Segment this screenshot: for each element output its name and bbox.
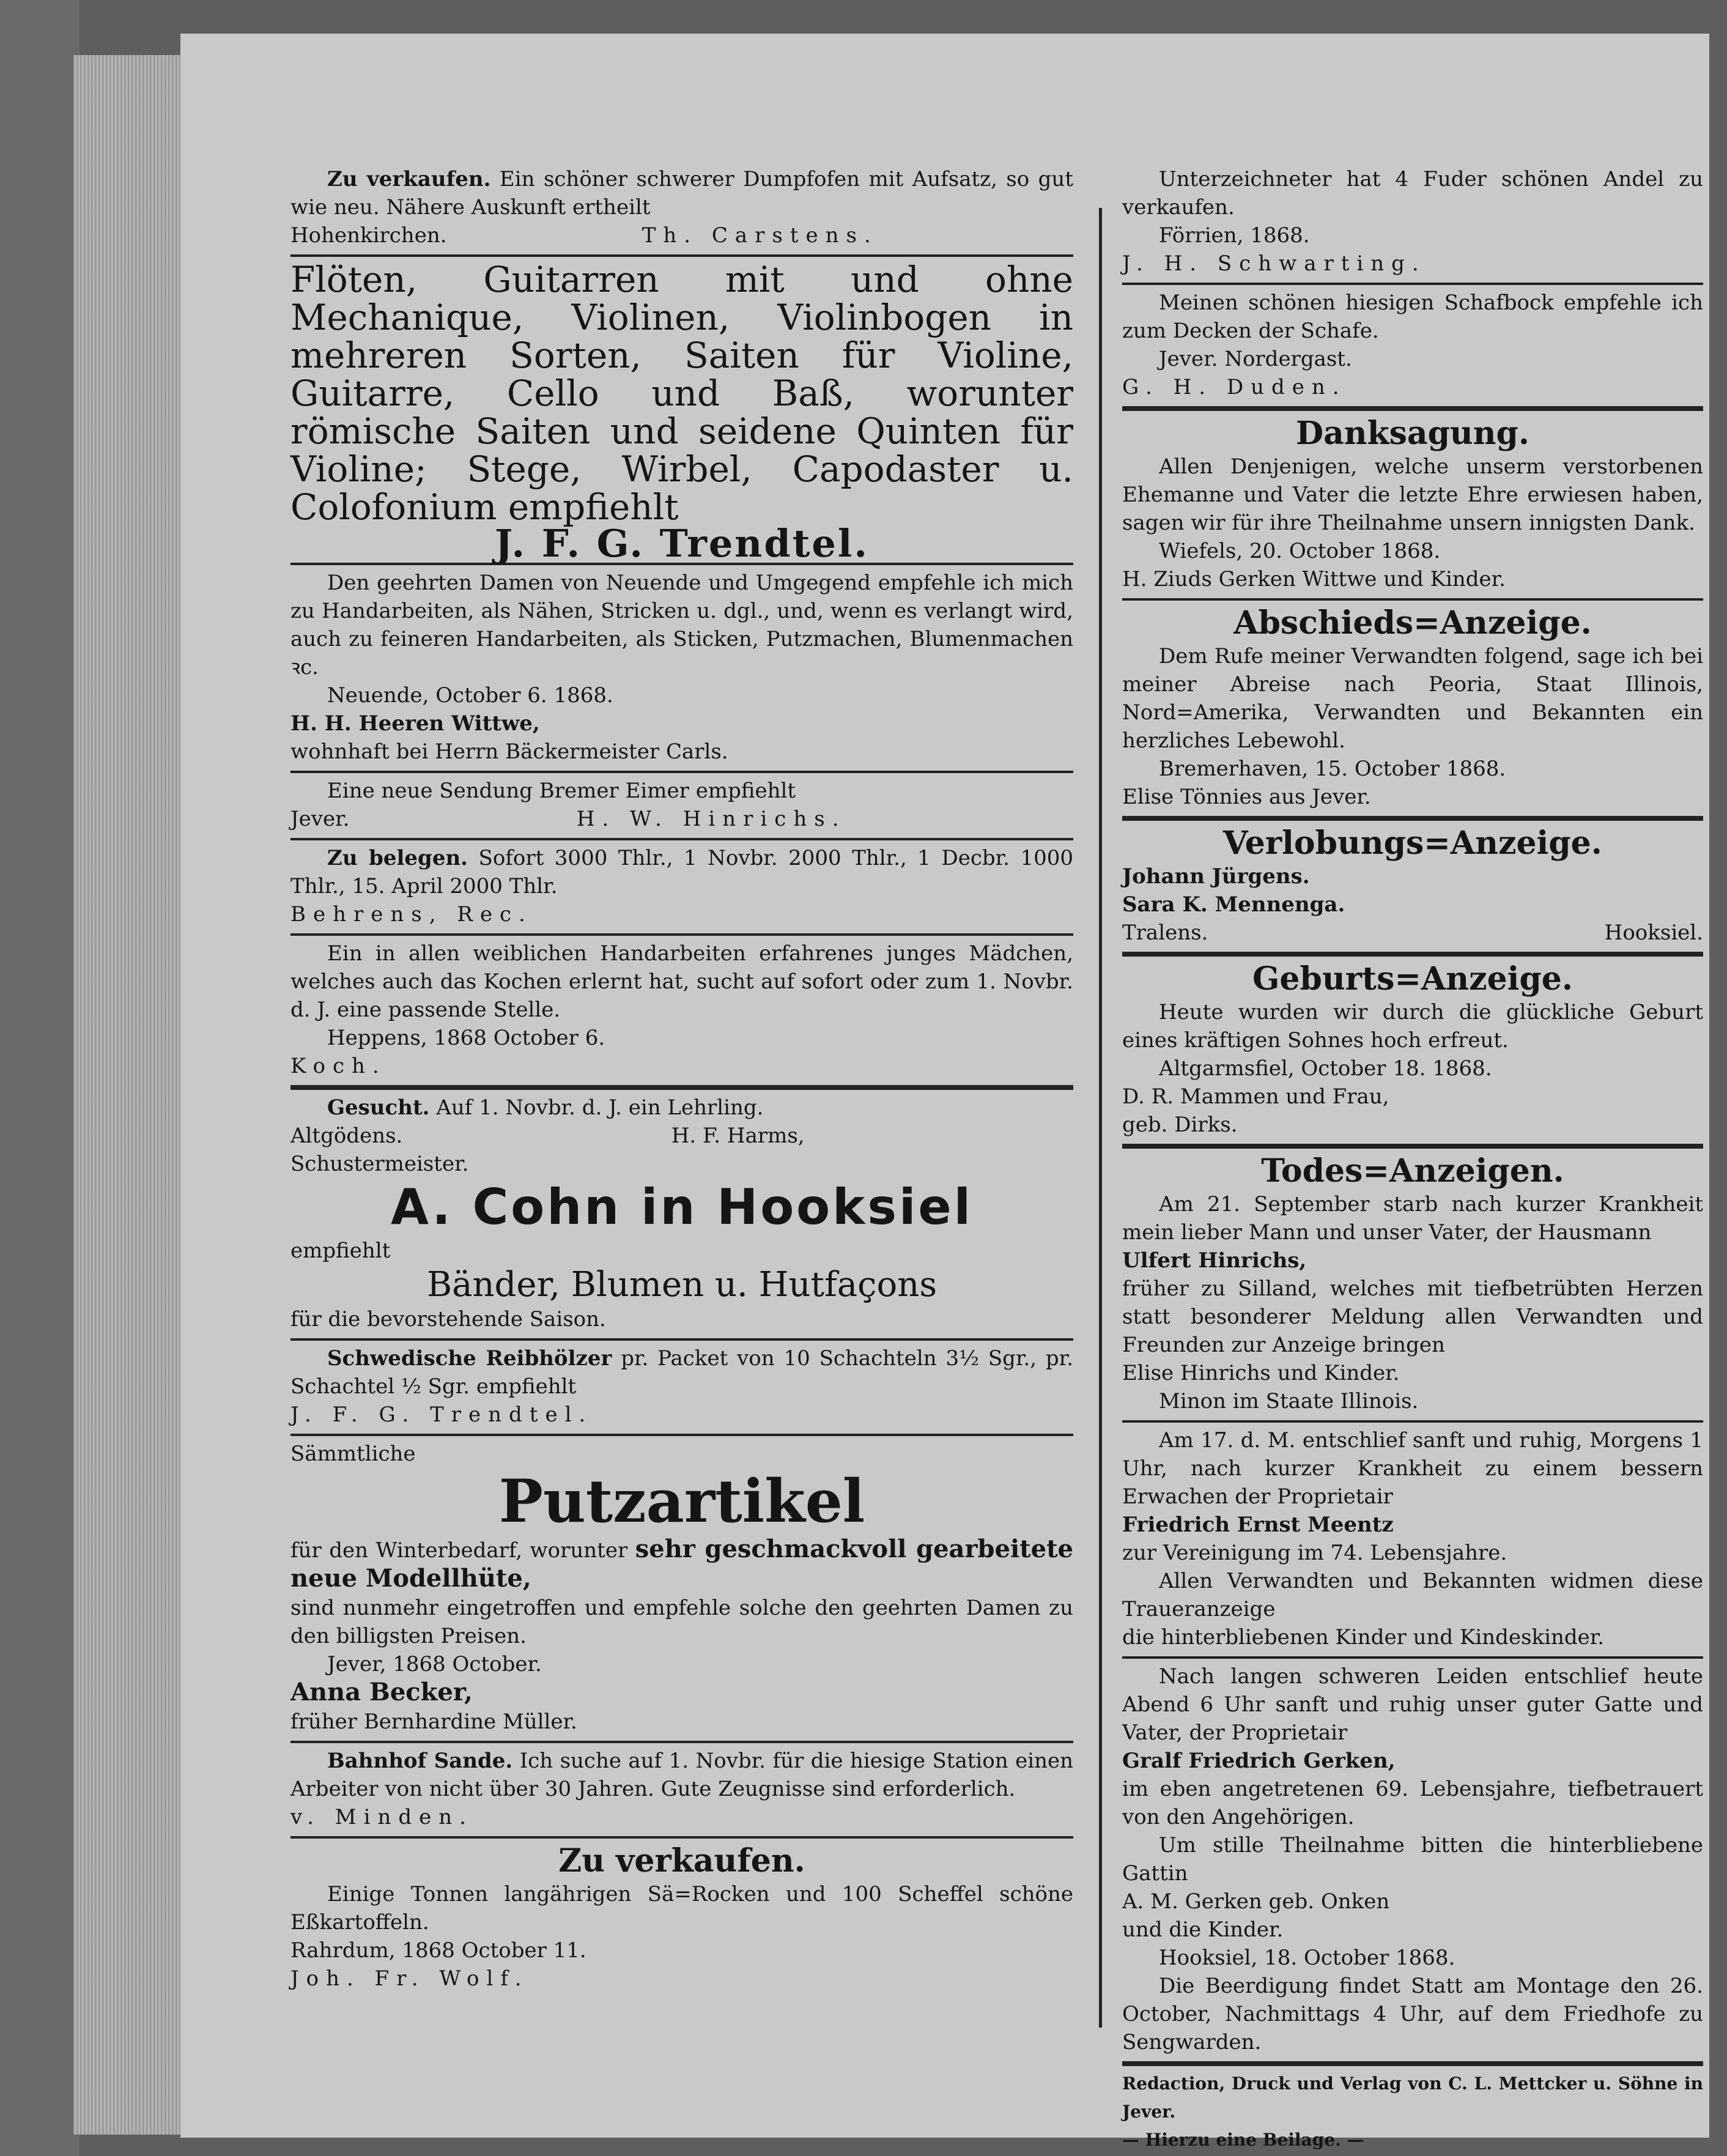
notice-body: Am 21. September starb nach kurzer Krankheit mein lieber Mann und unser Vater, der Hausmann [1122, 1192, 1703, 1245]
notice-heading: Verlobungs=Anzeige. [1223, 824, 1602, 862]
ad-body: Flöten, Guitarren mit und ohne Mechanique, Violinen, Violinbogen in mehreren Sorten, Saiten für Violine, Guitarre, Cello und Baß, worunter römische Saiten und seidene Quinten für Violine; Stege, Wirbel, Capodaster u. Colofonium empfiehlt [290, 259, 1073, 528]
notice-date: Altgarmsfiel, October 18. 1868. [1159, 1056, 1492, 1081]
ad-schwarting-andel [1122, 165, 1703, 278]
ad-putzartikel [290, 1440, 1073, 1736]
notice-body: Dem Rufe meiner Verwandten folgend, sage ich bei meiner Abreise nach Peoria, Staat Illinois, Nord=Amerika, Verwandten und Bekannten ein herzliches Lebewohl. [1122, 644, 1703, 753]
ad-body: Sofort 3000 Thlr., 1 Novbr. 2000 Thlr., 1 Decbr. 1000 Thlr., 15. April 2000 Thlr. [290, 846, 1074, 898]
book-page-edges [73, 55, 183, 2135]
ad-date: Förrien, 1868. [1159, 223, 1310, 248]
ad-heading: Gesucht. [327, 1095, 430, 1120]
ad-hinrichs-eimer [290, 777, 1073, 833]
separator [290, 1836, 1073, 1839]
notice-heading: Geburts=Anzeige. [1252, 960, 1573, 998]
notice-date: Hooksiel, 18. October 1868. [1159, 1946, 1455, 1970]
separator [1122, 283, 1703, 285]
ad-body: pr. Packet von 10 Schachteln 3½ Sgr., pr. Schachtel ½ Sgr. empfiehlt [290, 1346, 1074, 1399]
right-column [1122, 165, 1703, 2154]
ad-highlight: sehr geschmackvoll gearbeitete neue Modellhüte, [290, 1535, 1073, 1593]
notice-heading: Todes=Anzeigen. [1261, 1152, 1564, 1190]
ad-address: wohnhaft bei Herrn Bäckermeister Carls. [290, 739, 728, 764]
ad-former-name: früher Bernhardine Müller. [290, 1710, 577, 1734]
separator [1122, 816, 1703, 821]
ad-date: Neuende, October 6. 1868. [327, 683, 613, 708]
notice-name: Johann Jürgens. [1122, 864, 1310, 889]
ad-place: Jever. [290, 807, 350, 831]
notice-abschied [1122, 604, 1703, 811]
ad-reibhoelzer [290, 1344, 1073, 1429]
ad-body: Den geehrten Damen von Neuende und Umgegend empfehle ich mich zu Handarbeiten, als Nähen, Stricken u. dgl., und, wenn es verlangt wird, auch zu feineren Handarbeiten, als Sticken, Putzmachen, Blumenmachen ꝛc. [290, 571, 1073, 680]
notice-body: zur Vereinigung im 74. Lebensjahre. [1122, 1541, 1507, 1565]
notice-heading: Danksagung. [1295, 415, 1530, 452]
ad-trendtel-instruments [290, 259, 1073, 566]
ad-maedchen-stelle [290, 939, 1073, 1080]
ad-headline: Putzartikel [498, 1467, 865, 1536]
separator [1122, 406, 1703, 411]
ad-zu-belegen [290, 844, 1073, 928]
notice-body: früher zu Silland, welches mit tiefbetrübten Herzen statt besonderer Meldung allen Verwandten und Freunden zur Anzeige bringen [1122, 1276, 1703, 1357]
notice-date: Bremerhaven, 15. October 1868. [1159, 757, 1506, 781]
ad-body: Ein in allen weiblichen Handarbeiten erfahrenes junges Mädchen, welches auch das Kochen erlernt hat, sucht auf sofort oder zum 1. Novbr. d. J. eine passende Stelle. [290, 941, 1073, 1022]
ad-line: empfiehlt [290, 1239, 391, 1263]
notice-date: Wiefels, 20. October 1868. [1159, 539, 1441, 563]
ad-signature: v. Minden. [290, 1805, 473, 1829]
ad-duden-schafbock [1122, 289, 1703, 401]
notice-body: Um stille Theilnahme bitten die hinterbliebene Gattin [1122, 1833, 1703, 1886]
ad-body: Ein schöner schwerer Dumpfofen mit Aufsatz, so gut wie neu. Nähere Auskunft ertheilt [290, 167, 1073, 220]
ad-body: Meinen schönen hiesigen Schafbock empfehle ich zum Decken der Schafe. [1122, 291, 1703, 343]
notice-body: Am 17. d. M. entschlief sanft und ruhig, Morgens 1 Uhr, nach kurzer Krankheit zu einem bessern Erwachen der Proprietair [1122, 1428, 1703, 1509]
separator [290, 254, 1073, 257]
separator [1122, 598, 1703, 601]
ad-signature: Th. Carstens. [642, 223, 878, 248]
separator [290, 771, 1073, 773]
separator [290, 933, 1073, 936]
notice-name: Sara K. Mennenga. [1122, 892, 1345, 917]
ad-place: Altgödens. [290, 1124, 403, 1148]
notice-signature: geb. Dirks. [1122, 1113, 1238, 1137]
separator [290, 838, 1073, 840]
separator [1122, 952, 1703, 957]
notice-body: Nach langen schweren Leiden entschlief heute Abend 6 Uhr sanft und ruhig unser guter Gatte und Vater, der Proprietair [1122, 1664, 1703, 1745]
ad-place: Hohenkirchen. [290, 223, 447, 248]
notice-signature: Elise Tönnies aus Jever. [1122, 785, 1371, 809]
separator [1122, 1144, 1703, 1149]
notice-signature: H. Ziuds Gerken Wittwe und Kinder. [1122, 567, 1506, 591]
ad-zu-verkaufen-ofen [290, 165, 1073, 250]
ad-date: Heppens, 1868 October 6. [327, 1026, 605, 1050]
ad-body: Ich suche auf 1. Novbr. für die hiesige Station einen Arbeiter von nicht über 30 Jahren. Gute Zeugnisse sind erforderlich. [290, 1749, 1073, 1801]
ad-heading: Bahnhof Sande. [327, 1749, 513, 1773]
column-divider [1099, 208, 1102, 2028]
notice-todesanzeigen [1122, 1152, 1703, 2056]
notice-place: Hooksiel. [1604, 921, 1703, 945]
ad-heading: Schwedische Reibhölzer [327, 1346, 612, 1371]
notice-heading: Abschieds=Anzeige. [1233, 604, 1592, 642]
ad-signature: J. F. G. Trendtel. [495, 521, 869, 566]
notice-signature: D. R. Mammen und Frau, [1122, 1084, 1389, 1109]
notice-body: Allen Verwandten und Bekannten widmen diese Traueranzeige [1122, 1569, 1703, 1621]
ad-place: Jever. Nordergast. [1159, 347, 1352, 371]
ad-signature: H. W. Hinrichs. [576, 807, 846, 831]
ad-date: Jever, 1868 October. [327, 1652, 542, 1676]
imprint: Redaction, Druck und Verlag von C. L. Mettcker u. Söhne in Jever. [1122, 2073, 1703, 2122]
separator [290, 1741, 1073, 1743]
separator [290, 1085, 1073, 1090]
separator [1122, 1420, 1703, 1423]
notice-verlobung [1122, 824, 1703, 947]
separator [290, 1338, 1073, 1341]
notice-signature: A. M. Gerken geb. Onken [1122, 1889, 1390, 1914]
ad-signature: J. H. Schwarting. [1122, 251, 1426, 276]
ad-signature: Joh. Fr. Wolf. [290, 1966, 529, 1991]
ad-cohn-hooksiel [290, 1178, 1073, 1333]
ad-body: sind nunmehr eingetroffen und empfehle solche den geehrten Damen zu den billigsten Preisen. [290, 1596, 1073, 1648]
notice-place: Minon im Staate Illinois. [1159, 1389, 1419, 1413]
separator [1122, 2061, 1703, 2066]
notice-place: Tralens. [1122, 921, 1208, 945]
left-column [290, 165, 1073, 1993]
ad-body: Unterzeichneter hat 4 Fuder schönen Andel zu verkaufen. [1122, 167, 1703, 220]
ad-signature: Anna Becker, [290, 1678, 473, 1706]
ad-signature: G. H. Duden. [1122, 375, 1347, 399]
ad-signature: Koch. [290, 1054, 386, 1078]
notice-geburt [1122, 960, 1703, 1139]
ad-heading: Zu verkaufen. [558, 1842, 805, 1880]
ad-body: Eine neue Sendung Bremer Eimer empfiehlt [327, 779, 796, 803]
ad-heeren-handarbeiten [290, 569, 1073, 766]
ad-signature: H. H. Heeren Wittwe, [290, 711, 540, 736]
ad-gesucht-lehrling [290, 1094, 1073, 1178]
ad-line: für den Winterbedarf, worunter [290, 1538, 628, 1563]
notice-signature: Elise Hinrichs und Kinder. [1122, 1361, 1400, 1385]
ad-signature: Behrens, Rec. [290, 902, 533, 927]
notice-deceased: Gralf Friedrich Gerken, [1122, 1749, 1396, 1773]
ad-heading: Zu belegen. [327, 846, 468, 870]
notice-body: Allen Denjenigen, welche unserm verstorbenen Ehemanne und Vater die letzte Ehre erwiesen haben, sagen wir für ihre Theilnahme unsern innigsten Dank. [1122, 454, 1703, 535]
notice-signature: die hinterbliebenen Kinder und Kindeskinder. [1122, 1625, 1605, 1650]
supplement-note: — Hierzu eine Beilage. — [1122, 2130, 1364, 2150]
ad-body: Auf 1. Novbr. d. J. ein Lehrling. [436, 1095, 764, 1120]
ad-body: Einige Tonnen langährigen Sä=Rocken und 100 Scheffel schöne Eßkartoffeln. [290, 1882, 1073, 1935]
notice-signature: und die Kinder. [1122, 1917, 1284, 1942]
notice-danksagung [1122, 415, 1703, 593]
ad-line: Sämmtliche [290, 1442, 416, 1466]
ad-date: Rahrdum, 1868 October 11. [290, 1938, 586, 1963]
notice-deceased: Ulfert Hinrichs, [1122, 1248, 1307, 1273]
ad-zu-verkaufen-rocken [290, 1842, 1073, 1993]
ad-signature: J. F. G. Trendtel. [290, 1402, 593, 1427]
ad-signature: H. F. Harms, [671, 1124, 805, 1148]
ad-bahnhof-sande [290, 1747, 1073, 1831]
separator [290, 1434, 1073, 1436]
ad-firm-name: A. Cohn in Hooksiel [390, 1179, 974, 1235]
notice-body: Heute wurden wir durch die glückliche Geburt eines kräftigen Sohnes hoch erfreut. [1122, 1000, 1703, 1053]
background-strip [0, 0, 80, 2156]
ad-heading: Zu verkaufen. [327, 167, 491, 191]
separator [1122, 1656, 1703, 1659]
notice-body: Die Beerdigung findet Statt am Montage den 26. October, Nachmittags 4 Uhr, auf dem Friedhofe zu Sengwarden. [1122, 1974, 1703, 2054]
ad-title: Schustermeister. [290, 1152, 469, 1176]
notice-deceased: Friedrich Ernst Meentz [1122, 1513, 1394, 1537]
ad-line: Bänder, Blumen u. Hutfaçons [426, 1265, 937, 1305]
notice-body: im eben angetretenen 69. Lebensjahre, tiefbetrauert von den Angehörigen. [1122, 1777, 1703, 1829]
ad-line: für die bevorstehende Saison. [290, 1307, 606, 1332]
